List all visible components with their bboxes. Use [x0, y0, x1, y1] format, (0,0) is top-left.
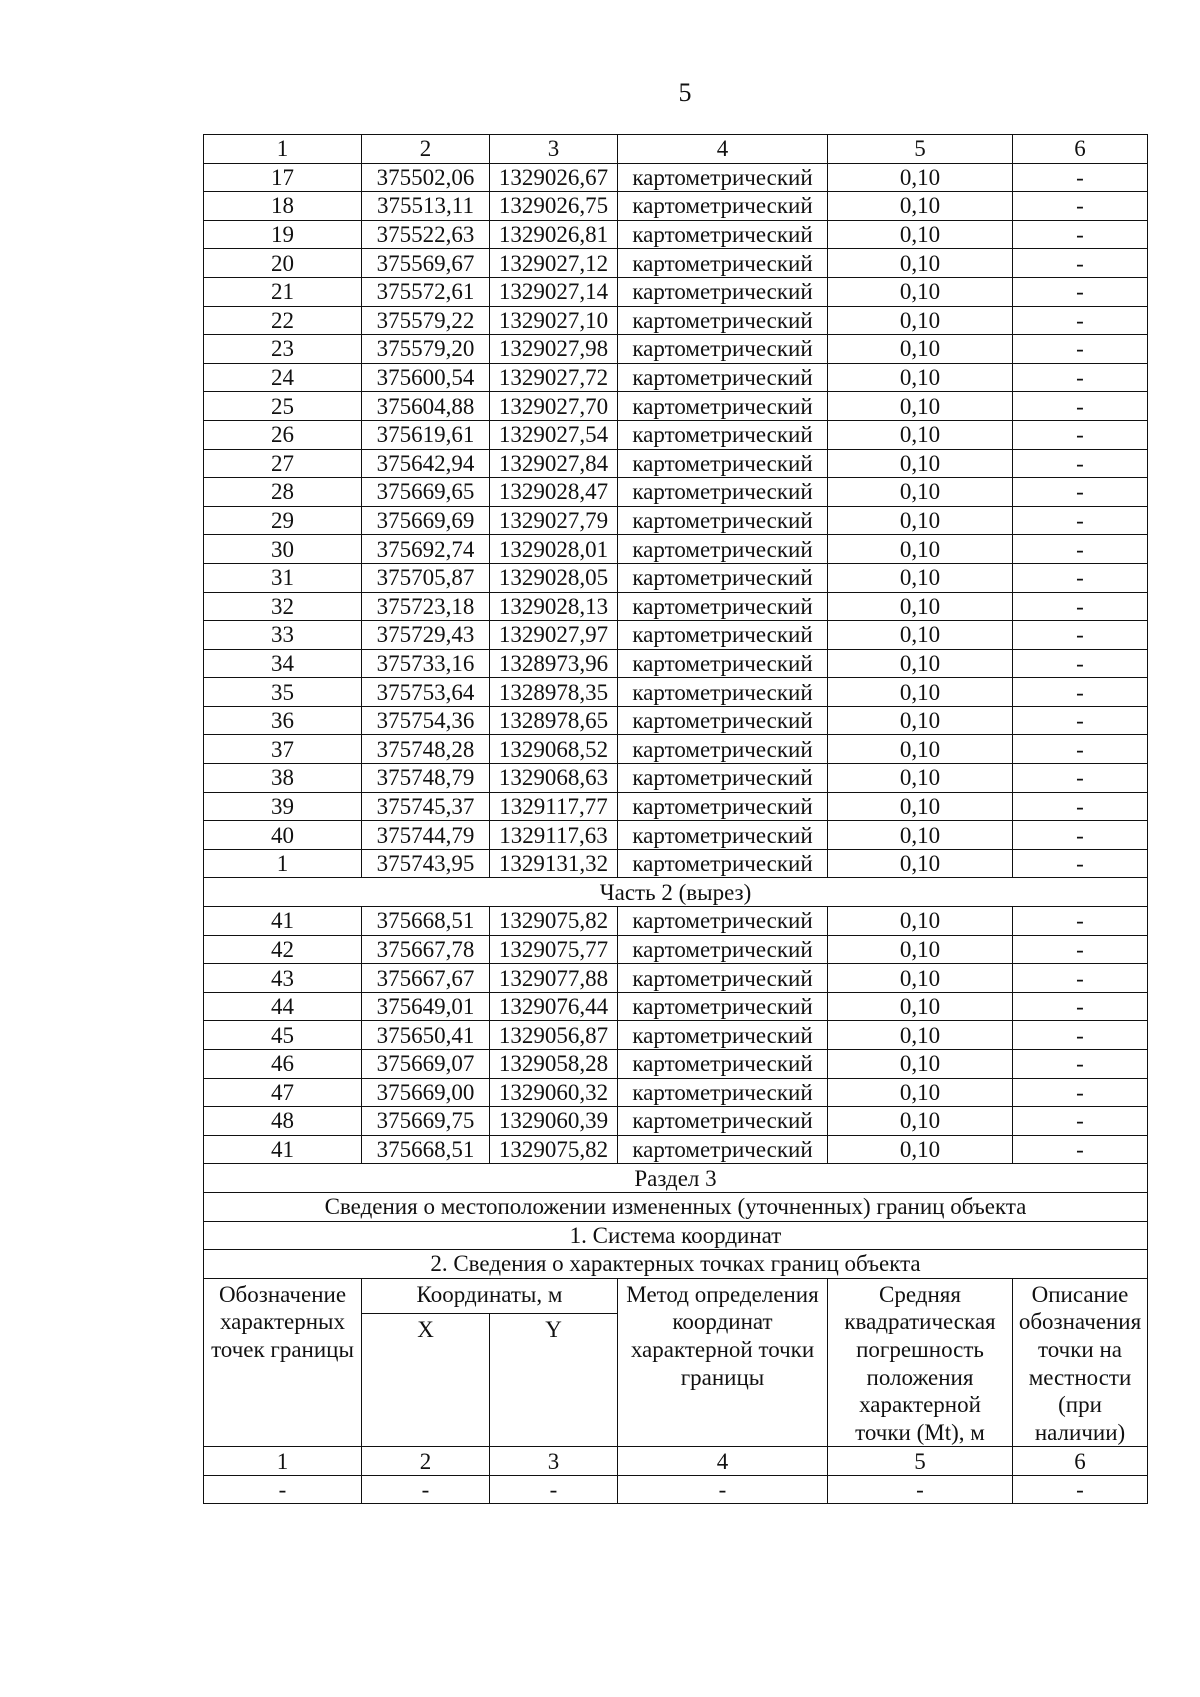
table-row [204, 277, 1148, 306]
table-cell: 0,10 [828, 449, 1013, 478]
table-row [204, 1135, 1148, 1164]
table-cell: 27 [204, 449, 362, 478]
table-row [204, 992, 1148, 1021]
table-cell: 0,10 [828, 592, 1013, 621]
table-cell: 375754,36 [362, 706, 490, 735]
table-cell: 0,10 [828, 649, 1013, 678]
table-cell: 375705,87 [362, 563, 490, 592]
table-cell: 1328973,96 [490, 649, 618, 678]
table-row [204, 420, 1148, 449]
table-cell: 0,10 [828, 392, 1013, 421]
coord-system-title: 1. Система координат [204, 1221, 1148, 1250]
col-number: 3 [490, 1447, 618, 1476]
table-cell: 0,10 [828, 1135, 1013, 1164]
col-number: 5 [828, 1447, 1013, 1476]
table-cell: 375667,67 [362, 964, 490, 993]
table-cell: - [1013, 1021, 1148, 1050]
table-cell: 20 [204, 249, 362, 278]
table-cell: - [1013, 935, 1148, 964]
table-row [204, 964, 1148, 993]
table-cell: 1329027,79 [490, 506, 618, 535]
table-cell: 1329027,14 [490, 277, 618, 306]
column-number-row [204, 135, 1148, 164]
table-cell: 0,10 [828, 792, 1013, 821]
section3-subtitle: Сведения о местоположении измененных (уточненных) границ объекта [204, 1192, 1148, 1221]
table-cell: - [1013, 678, 1148, 707]
table-cell: картометрический [618, 735, 828, 764]
table-cell: 0,10 [828, 935, 1013, 964]
table-cell: 33 [204, 621, 362, 650]
table-cell: 1329027,98 [490, 335, 618, 364]
table-cell: 0,10 [828, 964, 1013, 993]
table-cell: 24 [204, 363, 362, 392]
table-cell: 0,10 [828, 249, 1013, 278]
table-cell: 375692,74 [362, 535, 490, 564]
table-cell: картометрический [618, 535, 828, 564]
col-number: 1 [204, 1447, 362, 1476]
table-cell: 37 [204, 735, 362, 764]
table-row [204, 792, 1148, 821]
table-cell: 1329058,28 [490, 1050, 618, 1079]
table-row [204, 563, 1148, 592]
table-cell: картометрический [618, 392, 828, 421]
header-x: X [362, 1313, 490, 1447]
table-cell: 1329077,88 [490, 964, 618, 993]
header-designation: Обозначение характерных точек границы [204, 1278, 362, 1447]
table-cell: 1 [204, 849, 362, 878]
header-description: Описание обозначения точки на местности (при наличии) [1013, 1278, 1148, 1447]
table-row [204, 335, 1148, 364]
table-row [204, 706, 1148, 735]
col-number: 6 [1013, 135, 1148, 164]
table-cell: 0,10 [828, 849, 1013, 878]
col-number: 2 [362, 135, 490, 164]
table-cell: 0,10 [828, 678, 1013, 707]
table-cell: - [1013, 563, 1148, 592]
table-cell: - [1013, 449, 1148, 478]
table-cell: 0,10 [828, 506, 1013, 535]
table-cell: 31 [204, 563, 362, 592]
table-cell: - [1013, 1078, 1148, 1107]
table-cell: - [1013, 992, 1148, 1021]
table-cell: 19 [204, 220, 362, 249]
table-cell: 40 [204, 821, 362, 850]
table-cell: - [362, 1475, 490, 1503]
table-row [204, 849, 1148, 878]
part2-header [204, 878, 1148, 907]
table-cell: 21 [204, 277, 362, 306]
table-cell: 1329026,75 [490, 192, 618, 221]
table-cell: - [1013, 1107, 1148, 1136]
table-row [204, 535, 1148, 564]
table-cell: 25 [204, 392, 362, 421]
table-cell: - [1013, 306, 1148, 335]
table-cell: 0,10 [828, 821, 1013, 850]
table-cell: 375579,22 [362, 306, 490, 335]
table-cell: 0,10 [828, 220, 1013, 249]
table-cell: картометрический [618, 821, 828, 850]
table-cell: 375733,16 [362, 649, 490, 678]
table-cell: 375572,61 [362, 277, 490, 306]
table-cell: 375668,51 [362, 907, 490, 936]
table-cell: 0,10 [828, 907, 1013, 936]
table-cell: - [1013, 849, 1148, 878]
table-cell: - [1013, 1050, 1148, 1079]
table-cell: картометрический [618, 363, 828, 392]
table-row [204, 249, 1148, 278]
table-cell: - [1013, 363, 1148, 392]
table-cell: 46 [204, 1050, 362, 1079]
table-cell: 375522,63 [362, 220, 490, 249]
table-cell: 0,10 [828, 420, 1013, 449]
table-cell: картометрический [618, 277, 828, 306]
section3-title: Раздел 3 [204, 1164, 1148, 1193]
table-cell: 0,10 [828, 621, 1013, 650]
table-cell: картометрический [618, 420, 828, 449]
table-cell: - [828, 1475, 1013, 1503]
table-cell: 0,10 [828, 478, 1013, 507]
col-number: 4 [618, 135, 828, 164]
table-cell: 375569,67 [362, 249, 490, 278]
table-cell: картометрический [618, 649, 828, 678]
table-cell: картометрический [618, 992, 828, 1021]
table-row [204, 392, 1148, 421]
table-cell: 0,10 [828, 992, 1013, 1021]
table-cell: картометрический [618, 1135, 828, 1164]
table-cell: 0,10 [828, 163, 1013, 192]
table-cell: 1329056,87 [490, 1021, 618, 1050]
table-cell: 0,10 [828, 735, 1013, 764]
table-cell: 0,10 [828, 764, 1013, 793]
header-y: Y [490, 1313, 618, 1447]
coordinates-table [203, 134, 1148, 1504]
table-cell: - [1013, 792, 1148, 821]
table-cell: 1329027,12 [490, 249, 618, 278]
table-cell: картометрический [618, 1107, 828, 1136]
table-cell: картометрический [618, 1078, 828, 1107]
table-cell: картометрический [618, 478, 828, 507]
table-cell: 375669,00 [362, 1078, 490, 1107]
table-cell: картометрический [618, 249, 828, 278]
table-cell: картометрический [618, 678, 828, 707]
table-cell: 0,10 [828, 1050, 1013, 1079]
table-row [204, 506, 1148, 535]
table-row [204, 1107, 1148, 1136]
table-cell: картометрический [618, 220, 828, 249]
table-cell: 29 [204, 506, 362, 535]
section3-column-number-row [204, 1447, 1148, 1476]
table-cell: картометрический [618, 335, 828, 364]
header-coordinates: Координаты, м [362, 1278, 618, 1313]
table-cell: - [1013, 220, 1148, 249]
table-cell: 0,10 [828, 1078, 1013, 1107]
table-row [204, 1078, 1148, 1107]
table-cell: - [1013, 335, 1148, 364]
table-cell: 375513,11 [362, 192, 490, 221]
table-cell: 1329028,01 [490, 535, 618, 564]
table-cell: - [1013, 964, 1148, 993]
table-cell: картометрический [618, 306, 828, 335]
table-cell: 1329028,05 [490, 563, 618, 592]
section3 [204, 1164, 1148, 1504]
table-cell: картометрический [618, 764, 828, 793]
table-cell: 30 [204, 535, 362, 564]
table-cell: 0,10 [828, 192, 1013, 221]
table-cell: 0,10 [828, 535, 1013, 564]
table-cell: - [1013, 592, 1148, 621]
table-cell: 375604,88 [362, 392, 490, 421]
table-cell: - [1013, 706, 1148, 735]
table-row [204, 764, 1148, 793]
col-number: 3 [490, 135, 618, 164]
table-cell: 1329060,39 [490, 1107, 618, 1136]
table-cell: 1329027,97 [490, 621, 618, 650]
table-cell: картометрический [618, 935, 828, 964]
table-cell: - [618, 1475, 828, 1503]
table-cell: 36 [204, 706, 362, 735]
col-number: 6 [1013, 1447, 1148, 1476]
table-cell: 375723,18 [362, 592, 490, 621]
table-cell: - [1013, 192, 1148, 221]
table-cell: 375619,61 [362, 420, 490, 449]
table-cell: 0,10 [828, 306, 1013, 335]
table-cell: 17 [204, 163, 362, 192]
header-error: Средняя квадратическая погрешность положения характерной точки (Mt), м [828, 1278, 1013, 1447]
table-cell: 41 [204, 907, 362, 936]
table-cell: 47 [204, 1078, 362, 1107]
table-cell: - [1013, 163, 1148, 192]
table-cell: 39 [204, 792, 362, 821]
table-cell: 35 [204, 678, 362, 707]
table-cell: 0,10 [828, 277, 1013, 306]
table-cell: картометрический [618, 1021, 828, 1050]
table-row [204, 1021, 1148, 1050]
table-cell: картометрический [618, 563, 828, 592]
table-cell: 375669,69 [362, 506, 490, 535]
table-cell: 375669,75 [362, 1107, 490, 1136]
table-cell: 1329117,63 [490, 821, 618, 850]
table-row [204, 163, 1148, 192]
table-cell: картометрический [618, 163, 828, 192]
table-cell: - [1013, 1475, 1148, 1503]
table-cell: 38 [204, 764, 362, 793]
table-cell: 375748,79 [362, 764, 490, 793]
table-row [204, 1050, 1148, 1079]
table-cell: 45 [204, 1021, 362, 1050]
table-cell: картометрический [618, 964, 828, 993]
table-cell: картометрический [618, 506, 828, 535]
table-cell: 375600,54 [362, 363, 490, 392]
table-cell: 375669,07 [362, 1050, 490, 1079]
table-row [204, 192, 1148, 221]
table-cell: - [1013, 735, 1148, 764]
table-row [204, 935, 1148, 964]
table-cell: 1329075,77 [490, 935, 618, 964]
table-cell: 0,10 [828, 1021, 1013, 1050]
col-number: 4 [618, 1447, 828, 1476]
table-cell: 1329027,84 [490, 449, 618, 478]
table-cell: - [1013, 621, 1148, 650]
header-method: Метод определения координат характерной точки границы [618, 1278, 828, 1447]
table-cell: 1329026,81 [490, 220, 618, 249]
col-number: 5 [828, 135, 1013, 164]
table-row [204, 907, 1148, 936]
table-cell: картометрический [618, 907, 828, 936]
table-cell: - [490, 1475, 618, 1503]
section3-empty-row [204, 1475, 1148, 1503]
col-number: 2 [362, 1447, 490, 1476]
table-cell: 26 [204, 420, 362, 449]
table-cell: 375502,06 [362, 163, 490, 192]
table-cell: 0,10 [828, 1107, 1013, 1136]
table-cell: - [1013, 907, 1148, 936]
table-cell: 1329027,70 [490, 392, 618, 421]
table-cell: картометрический [618, 792, 828, 821]
table-cell: 1329026,67 [490, 163, 618, 192]
table-cell: 375579,20 [362, 335, 490, 364]
table-cell: 375743,95 [362, 849, 490, 878]
table-cell: 375669,65 [362, 478, 490, 507]
table-cell: - [1013, 821, 1148, 850]
table-cell: 1329027,54 [490, 420, 618, 449]
table-row [204, 821, 1148, 850]
table-cell: - [204, 1475, 362, 1503]
table-cell: 1329028,13 [490, 592, 618, 621]
table-row [204, 220, 1148, 249]
table-cell: - [1013, 420, 1148, 449]
table-cell: 1329028,47 [490, 478, 618, 507]
table-cell: 1329060,32 [490, 1078, 618, 1107]
table-cell: - [1013, 764, 1148, 793]
table-cell: - [1013, 249, 1148, 278]
table-row [204, 678, 1148, 707]
table-cell: 375650,41 [362, 1021, 490, 1050]
part2-body [204, 907, 1148, 1164]
table-cell: 0,10 [828, 335, 1013, 364]
table-cell: 28 [204, 478, 362, 507]
table-cell: 0,10 [828, 563, 1013, 592]
table-cell: 1329068,52 [490, 735, 618, 764]
table-row [204, 363, 1148, 392]
table-cell: 375745,37 [362, 792, 490, 821]
table-cell: 1329076,44 [490, 992, 618, 1021]
table-cell: 1329075,82 [490, 1135, 618, 1164]
table-cell: 375649,01 [362, 992, 490, 1021]
table-cell: 1329027,72 [490, 363, 618, 392]
table-cell: 375668,51 [362, 1135, 490, 1164]
table-row [204, 621, 1148, 650]
table-cell: 1329027,10 [490, 306, 618, 335]
table-cell: - [1013, 392, 1148, 421]
table-cell: 1329075,82 [490, 907, 618, 936]
table-row [204, 306, 1148, 335]
table-cell: 41 [204, 1135, 362, 1164]
table-cell: - [1013, 1135, 1148, 1164]
table-cell: - [1013, 277, 1148, 306]
col-number: 1 [204, 135, 362, 164]
table-cell: - [1013, 535, 1148, 564]
table-cell: 23 [204, 335, 362, 364]
table-cell: 1328978,35 [490, 678, 618, 707]
table-cell: картометрический [618, 592, 828, 621]
points-title: 2. Сведения о характерных точках границ объекта [204, 1250, 1148, 1279]
table-cell: 43 [204, 964, 362, 993]
table-cell: 48 [204, 1107, 362, 1136]
table-cell: 42 [204, 935, 362, 964]
table-cell: - [1013, 649, 1148, 678]
table-row [204, 449, 1148, 478]
table-cell: 375744,79 [362, 821, 490, 850]
table-cell: 18 [204, 192, 362, 221]
table-row [204, 478, 1148, 507]
table-cell: 375667,78 [362, 935, 490, 964]
table-cell: картометрический [618, 621, 828, 650]
table-cell: картометрический [618, 192, 828, 221]
table-cell: 375642,94 [362, 449, 490, 478]
table-cell: картометрический [618, 849, 828, 878]
page-number: 5 [678, 78, 692, 107]
table-cell: 34 [204, 649, 362, 678]
table-cell: - [1013, 506, 1148, 535]
table-cell: 375748,28 [362, 735, 490, 764]
table-cell: 32 [204, 592, 362, 621]
table-cell: - [1013, 478, 1148, 507]
table-cell: 0,10 [828, 363, 1013, 392]
part1-body [204, 135, 1148, 878]
table-cell: картометрический [618, 449, 828, 478]
table-row [204, 649, 1148, 678]
part2-title: Часть 2 (вырез) [204, 878, 1148, 907]
table-cell: 375729,43 [362, 621, 490, 650]
table-cell: картометрический [618, 706, 828, 735]
table-row [204, 735, 1148, 764]
table-cell: 375753,64 [362, 678, 490, 707]
table-row [204, 592, 1148, 621]
table-cell: 22 [204, 306, 362, 335]
table-cell: 1329068,63 [490, 764, 618, 793]
table-cell: картометрический [618, 1050, 828, 1079]
table-cell: 0,10 [828, 706, 1013, 735]
table-cell: 1329131,32 [490, 849, 618, 878]
table-cell: 1329117,77 [490, 792, 618, 821]
table-cell: 44 [204, 992, 362, 1021]
table-cell: 1328978,65 [490, 706, 618, 735]
